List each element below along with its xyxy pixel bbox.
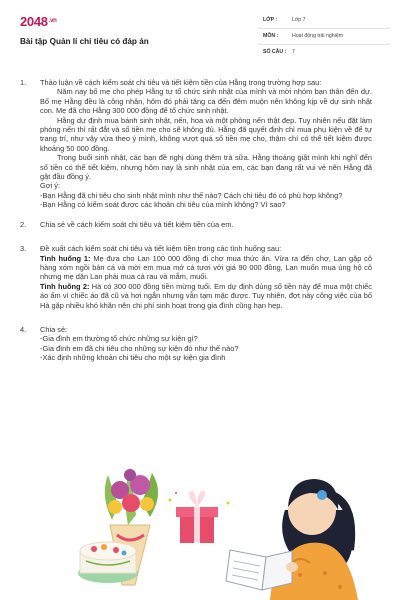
meta-value: Hoạt động trải nghiệm [292, 33, 344, 39]
hint-item: -Bạn Hằng có kiểm soát được các khoản chi tiêu của mình không? Vì sao? [40, 200, 286, 210]
logo-suffix: .vn [48, 18, 57, 24]
suggestion-label: Gợi ý: [40, 181, 61, 191]
question-number: 2. [20, 219, 27, 229]
question-1 [20, 78, 372, 210]
girl-reading-icon [226, 479, 358, 600]
story-paragraph: Trong buổi sinh nhật, các bạn đề nghị dùng thêm trà sữa. Hằng thoáng giật mình khi nghĩ đến số tiền có thể tiết kiệm, nhưng hôm nay là sinh nhật của em, các bạn đang rất vui vẻ nên Hằng đã gật đầu đồng ý. [40, 153, 372, 182]
question-number: 1. [20, 78, 27, 87]
share-item: -Gia đình em đã chi tiêu cho những sự kiện đó như thế nào? [40, 343, 239, 353]
meta-value: 7 [292, 49, 295, 55]
gift-box-icon [169, 491, 230, 543]
meta-value: Lớp 7 [292, 17, 306, 23]
meta-row-subject [258, 29, 390, 45]
situation-text: Hà có 300 000 đồng tiền mừng tuổi. Em dự định dùng số tiền này để mua một chiếc áo ấm vì chiếc áo đã cũ và hơi ngắn nhưng vẫn tạm mặc được. Tuy nhiên, đợt này công việc của bố Hà gặp nhiều khó khăn nên chi phí sinh hoạt trong gia đình cũng hạn hẹp. [40, 281, 372, 310]
situation-label: Tình huống 2: [40, 281, 90, 291]
share-item: -Gia đình em thường tổ chức những sự kiện gì? [40, 334, 198, 344]
meta-row-count [258, 45, 390, 61]
question-3 [20, 244, 372, 310]
birthday-cake-icon [78, 542, 138, 583]
document-title: Bài tập Quản lí chi tiêu có đáp án [20, 37, 149, 46]
hint-item: -Bạn Hằng đã chi tiêu cho sinh nhật mình như thế nào? Cách chi tiêu đó có phù hợp không? [40, 190, 343, 200]
story-paragraph: Hằng dự định mua bánh sinh nhật, nến, hoa và một phòng nến thật đẹp. Tuy nhiên nếu đặt làm phòng nến thì rất đắt và số tiền mẹ cho sẽ không đủ. Hằng đã quyết định chỉ mua phụ kiện về để tự trang trí, như vậy vừa theo ý mình, không vượt quá số tiền mẹ cho, thậm chí có thể tiết kiệm được khoảng 50 000 đồng. [40, 115, 372, 153]
situation-1 [40, 254, 372, 282]
question-number: 4. [20, 324, 27, 334]
share-item: -Xác định những khoản chi tiêu cho một sự kiện gia đình [40, 353, 226, 363]
question-number: 3. [20, 244, 27, 254]
meta-info-box [258, 13, 390, 62]
question-list [20, 78, 372, 363]
situation-label: Tình huống 1: [40, 253, 91, 263]
meta-label: MÔN : [263, 33, 279, 39]
birthday-party-illustration [0, 455, 400, 600]
question-2 [20, 220, 372, 229]
question-intro: Thảo luận về cách kiểm soát chi tiêu và tiết kiệm tiền của Hằng trong trường hợp sau: [40, 78, 322, 87]
question-intro: Đề xuất cách kiểm soát chi tiêu và tiết kiệm tiền trong các tình huống sau: [40, 244, 282, 254]
story-paragraph: Năm nay bố mẹ cho phép Hằng tự tổ chức sinh nhật của mình và mời nhóm bạn thân đến dự. Bố mẹ Hằng đều là công nhân, hôm đó phải tăng ca đến đêm muộn nên không kịp về dự sinh nhật con. Mẹ đã cho Hằng 300 000 đồng để tổ chức sinh nhật. [40, 87, 372, 116]
situation-2 [40, 282, 372, 310]
question-4 [20, 325, 372, 363]
question-intro: Chia sẻ: [40, 324, 68, 334]
document-header [10, 6, 390, 60]
logo-text: 2048 [20, 14, 48, 29]
meta-row-grade [258, 13, 390, 29]
question-text: Chia sẻ về cách kiểm soát chi tiêu và tiết kiệm tiền của em. [40, 219, 234, 229]
site-logo[interactable] [20, 14, 57, 29]
situation-text: Mẹ đưa cho Lan 100 000 đồng đi chợ mua thức ăn. Vừa ra đến chợ, Lan gặp cô hàng xóm ngồi bán cá và mời em mua mớ cá tươi với giá 90 000 đồng, Lan muốn mua ủng hộ cô nhưng mẹ dặn Lan phải mua cả rau và mắm, muối. [40, 253, 372, 282]
meta-label: LỚP : [263, 17, 278, 23]
meta-label: SỐ CÂU : [263, 49, 287, 55]
